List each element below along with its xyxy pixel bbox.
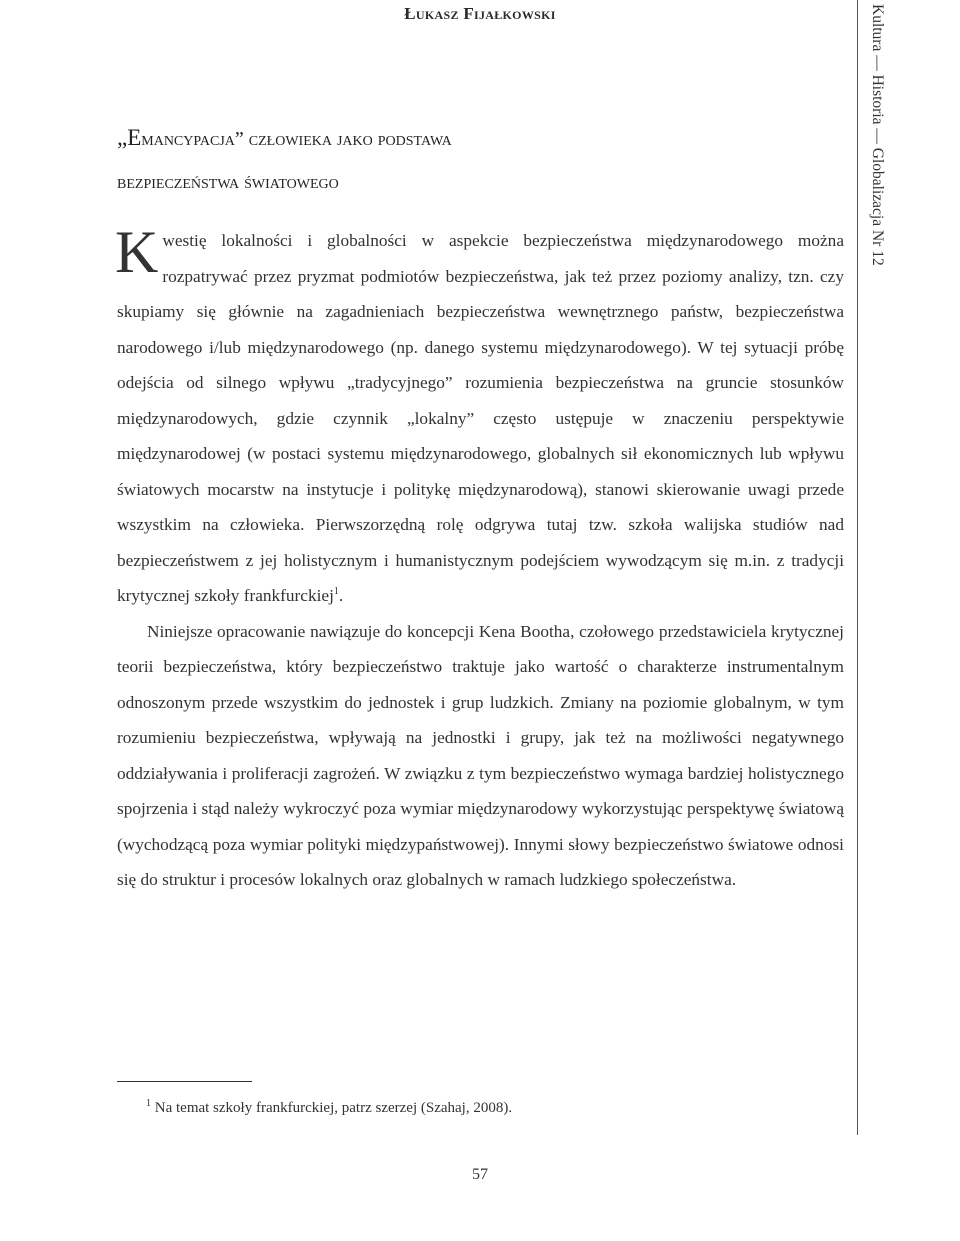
footnote-text: Na temat szkoły frankfurckiej, patrz szerzej (Szahaj, 2008).	[154, 1100, 513, 1116]
paragraph-1-text: westię lokalności i globalności w aspekcie bezpieczeństwa międzynarodowego można rozpatrywać przez pryzmat podmiotów bezpieczeństwa, jak też przez poziomy analizy, tzn. czy skupiamy się głównie na zagadnieniach bezpieczeństwa wewnętrznego państw, bezpieczeństwa narodowego i/lub międzynarodowego (np. danego systemu międzynarodowego). W tej sytuacji próbę odejścia od silnego wpływu „tradycyjnego” rozumienia bezpieczeństwa na gruncie stosunków międzynarodowych, gdzie czynnik „lokalny” często ustępuje w znaczeniu perspektywie międzynarodowej (w postaci systemu międzynarodowego, globalnych sił ekonomicznych lub wpływu światowych mocarstw na instytucje i politykę międzynarodową), stanowi skierowanie uwagi przede wszystkim na człowieka. Pierwszorzędną rolę odgrywa tutaj tzw. szkoła walijska studiów nad bezpieczeństwem z jej holistycznym i humanistycznym podejściem wywodzącym się m.in. z tradycji krytycznej szkoły frankfurckiej	[117, 231, 844, 605]
paragraph-1-end: .	[338, 586, 344, 605]
journal-name: Kultura — Historia — Globalizacja Nr 12	[869, 4, 886, 266]
footnote	[146, 1100, 512, 1117]
title-initial: „E	[117, 125, 142, 150]
drop-cap: K	[115, 219, 159, 285]
title-line-1	[117, 116, 837, 161]
title-line-2: bezpieczeństwa światowego	[117, 171, 339, 193]
side-margin-rule	[857, 0, 858, 1135]
author-header: Łukasz Fijałkowski	[404, 4, 556, 23]
paragraph-1	[115, 219, 844, 614]
paragraph-2: Niniejsze opracowanie nawiązuje do koncepcji Kena Bootha, czołowego przedstawiciela krytycznej teorii bezpieczeństwa, który bezpieczeństwo traktuje jako wartość o charakterze instrumentalnym odnoszonym przede wszystkim do jednostek i grup ludzkich. Zmiany na poziomie globalnym, w tym rozumieniu bezpieczeństwa, wpływają na jednostki i grupy, jak też na możliwości negatywnego oddziaływania i proliferacji zagrożeń. W związku z tym bezpieczeństwo wymaga bardziej holistycznego spojrzenia i stąd należy wykroczyć poza wymiar międzynarodowy wykorzystując perspektywę światową (wychodzącą poza wymiar polityki międzypaństwowej). Innymi słowy bezpieczeństwo światowe odnosi się do struktur i procesów lokalnych oraz globalnych w ramach ludzkiego społeczeństwa.	[117, 621, 844, 889]
footnote-ref[interactable]: 1	[333, 586, 339, 598]
article-title	[117, 116, 837, 204]
journal-running-head	[864, 4, 886, 304]
title-line-1-rest: mancypacja” człowieka jako podstawa	[141, 128, 452, 150]
article-body	[115, 219, 844, 898]
footnote-number: 1	[146, 1098, 151, 1109]
page-number: 57	[472, 1166, 488, 1183]
footnote-divider	[117, 1081, 252, 1082]
